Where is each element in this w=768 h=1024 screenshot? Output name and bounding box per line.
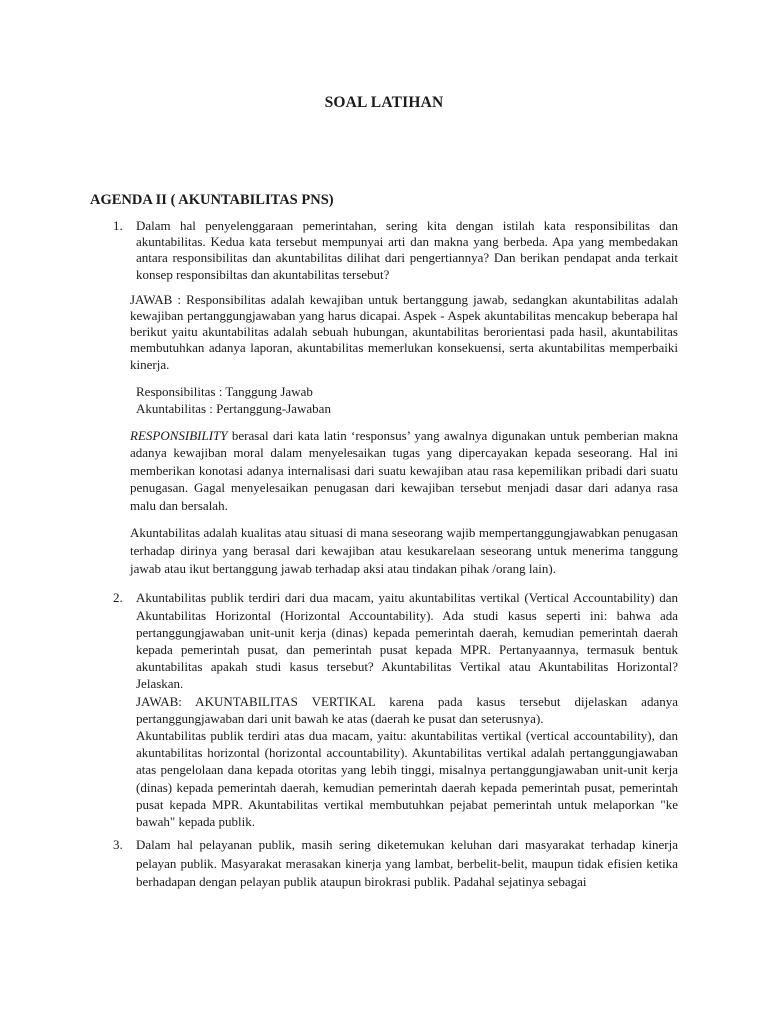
question-2 <box>0 589 768 830</box>
question-number: 3. <box>113 837 123 853</box>
akuntabilitas-paragraph: Akuntabilitas adalah kualitas atau situasi di mana seseorang wajib mempertanggungjawabkan penugasan terhadap dirinya yang berasal dari kewajiban atau kesukarelaan seseorang untuk menerima tanggung jawab atau ikut bertanggung jawab terhadap aksi atau tindakan pihak /orang lain). <box>130 525 678 577</box>
question-3 <box>0 836 768 892</box>
question-text: Dalam hal pelayanan publik, masih sering diketemukan keluhan dari masyarakat terhadap kinerja pelayan publik. Masyarakat merasakan kinerja yang lambat, berbelit-belit, maupun tidak efisien ketika berhadapan dengan pelayan publik ataupun birokrasi publik. Padahal sejatinya sebagai <box>136 837 678 890</box>
page-title: SOAL LATIHAN <box>324 94 444 111</box>
explanation-text: Akuntabilitas publik terdiri atas dua macam, yaitu: akuntabilitas vertikal (vertical accountability), dan akuntabilitas horizontal (horizontal accountability). Akuntabilitas vertikal adalah pertanggungjawaban atas pengelolaan dana kepada otoritas yang lebih tinggi, misalnya pertanggungjawaban unit-unit kerja (dinas) kepada pemerintah daerah, kemudian pemerintah daerah kepada pemerintah pusat, pemerintah pusat kepada MPR. Akuntabilitas vertikal membutuhkan pejabat pemerintah untuk melaporkan "ke bawah" kepada publik. <box>136 727 678 829</box>
answer-text: JAWAB: AKUNTABILITAS VERTIKAL karena pada kasus tersebut dijelaskan adanya pertanggungjawaban dari unit bawah ke atas (daerah ke pusat dan seterusnya). <box>136 693 678 726</box>
responsibility-paragraph <box>0 427 768 515</box>
definition-list <box>0 383 768 417</box>
definition-responsibilitas: Responsibilitas : Tanggung Jawab <box>136 383 313 399</box>
question-number: 2. <box>113 590 123 606</box>
question-text: Akuntabilitas publik terdiri dari dua macam, yaitu akuntabilitas vertikal (Vertical Accountability) dan Akuntabilitas Horizontal (Horizontal Accountability). Ada studi kasus seperti ini: bahwa ada pertanggungjawaban unit-unit kerja (dinas) kepada pemerintah daerah, kemudian pemerintah daerah kepada pemerintah pusat, dan pemerintah pusat kepada MPR. Pertanyaannya, termasuk bentuk akuntabilitas apakah studi kasus tersebut? Akuntabilitas Vertikal atau Akuntabilitas Horizontal? Jelaskan. <box>136 590 678 692</box>
document-body <box>0 218 768 892</box>
responsibility-term: RESPONSIBILITY <box>130 427 228 443</box>
responsibility-text: berasal dari kata latin ‘responsus’ yang awalnya digunakan untuk pemberian makna adanya kewajiban moral dalam menyelesaikan tugas yang dipercayakan kepada seseorang. Hal ini memberikan konotasi adanya internalisasi dari suatu kewajiban atau rasa kepemilikan pribadi dari suatu penugasan. Gagal menyelesaikan penugasan dari kewajiban tersebut menjadi dasar dari adanya rasa malu dan bersalah. <box>130 427 678 513</box>
question-text: Dalam hal penyelenggaraan pemerintahan, sering kita dengan istilah kata responsibilitas dan akuntabilitas. Kedua kata tersebut mempunyai arti dan makna yang berbeda. Apa yang membedakan antara responsibilitas dan akuntabilitas dilihat dari pengertiannya? Dan berikan pendapat anda terkait konsep responsibiltas dan akuntabilitas tersebut? <box>136 218 678 282</box>
question-1 <box>0 218 768 283</box>
answer-text: JAWAB : Responsibilitas adalah kewajiban untuk bertanggung jawab, sedangkan akuntabilitas adalah kewajiban pertanggungjawaban yang harus dicapai. Aspek - Aspek akuntabilitas mencakup beberapa hal berikut yaitu akuntabilitas adalah sebuah hubungan, akuntabilitas berorientasi pada hasil, akuntabilitas membutuhkan adanya laporan, akuntabilitas memerlukan konsekuensi, serta akuntabilitas memperbaiki kinerja. <box>130 291 678 372</box>
section-heading: AGENDA II ( AKUNTABILITAS PNS) <box>90 192 334 208</box>
definition-akuntabilitas: Akuntabilitas : Pertanggung-Jawaban <box>136 400 331 416</box>
question-number: 1. <box>113 218 123 233</box>
